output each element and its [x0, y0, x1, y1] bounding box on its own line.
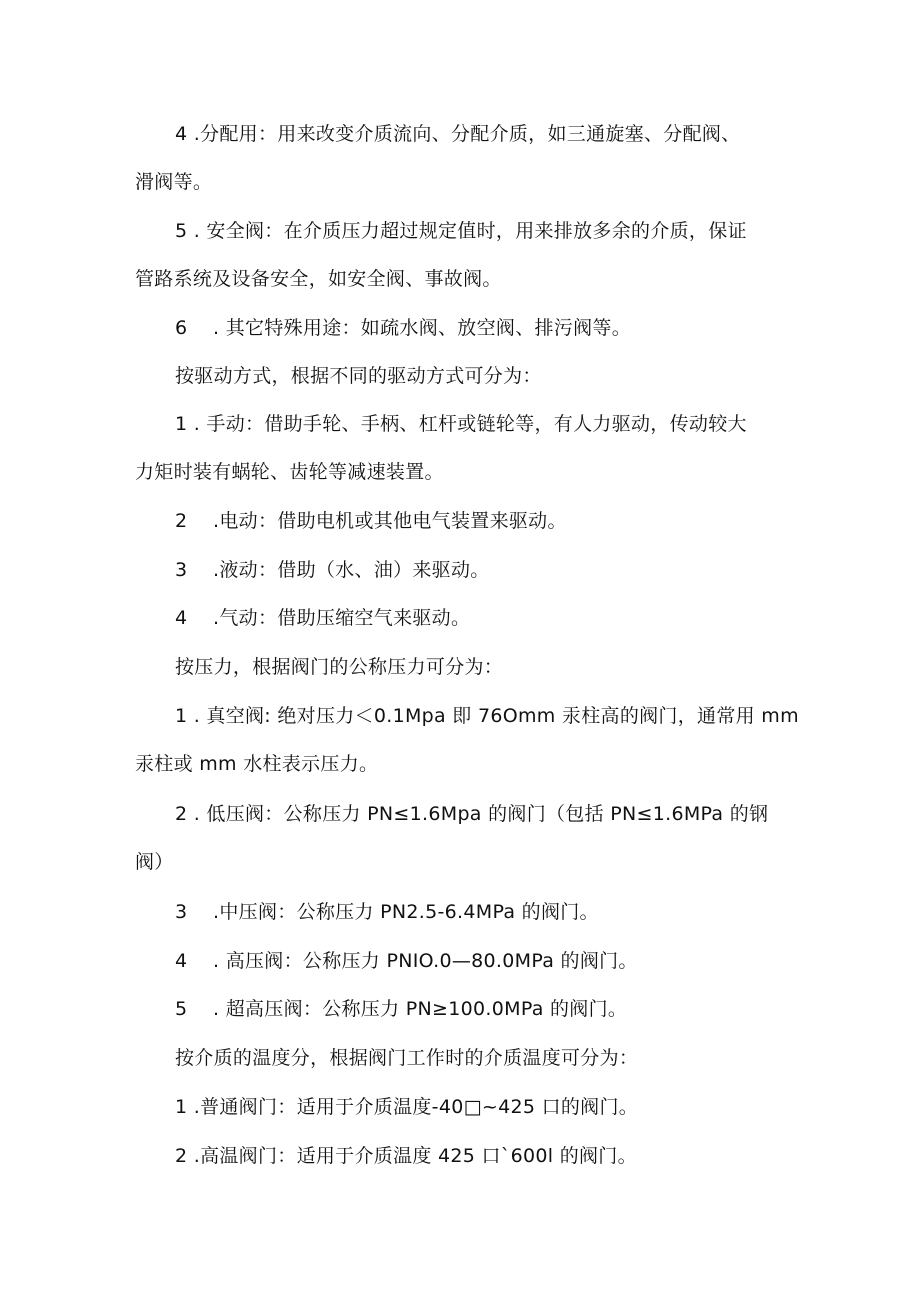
text-line: 2 . 低压阀：公称压力 PN≤1.6Mpa 的阀门（包括 PN≤1.6MPa 的钢	[175, 803, 769, 825]
paragraph-hydraulic-drive	[135, 546, 795, 594]
text-line: 按驱动方式，根据不同的驱动方式可分为：	[175, 365, 542, 387]
text-line: 力矩时装有蜗轮、齿轮等减速装置。	[135, 461, 444, 483]
text-line: 5 . 超高压阀：公称压力 PN≥100.0MPa 的阀门。	[175, 998, 628, 1020]
text-line: 4 .分配用：用来改变介质流向、分配介质，如三通旋塞、分配阀、	[175, 123, 741, 145]
text-line: 管路系统及设备安全，如安全阀、事故阀。	[135, 268, 502, 290]
text-line: 3 .中压阀：公称压力 PN2.5-6.4MPa 的阀门。	[175, 901, 599, 923]
paragraph-pneumatic-drive	[135, 594, 795, 642]
paragraph-distribution-valve	[135, 110, 795, 206]
text-line: 汞柱或 mm 水柱表示压力。	[135, 753, 379, 775]
paragraph-manual-drive	[135, 400, 795, 496]
text-line: 2 .高温阀门：适用于介质温度 425 口`600l 的阀门。	[175, 1145, 637, 1167]
paragraph-vacuum-valve	[135, 692, 799, 788]
text-line: 6 . 其它特殊用途：如疏水阀、放空阀、排污阀等。	[175, 317, 632, 339]
text-line: 1 . 手动：借助手轮、手柄、杠杆或链轮等，有人力驱动，传动较大	[175, 413, 747, 435]
text-line: 按压力，根据阀门的公称压力可分为：	[175, 656, 504, 678]
paragraph-medium-pressure-valve	[135, 888, 795, 936]
paragraph-special-use	[135, 304, 795, 352]
text-line: 4 . 高压阀：公称压力 PNIO.0—80.0MPa 的阀门。	[175, 950, 638, 972]
text-line: 4 .气动：借助压缩空气来驱动。	[175, 607, 471, 629]
text-line: 滑阀等。	[135, 171, 213, 193]
paragraph-ultra-high-pressure-valve	[135, 985, 795, 1033]
paragraph-drive-heading	[135, 352, 795, 400]
paragraph-high-temperature-valve	[135, 1132, 795, 1180]
text-line: 5 . 安全阀：在介质压力超过规定值时，用来排放多余的介质，保证	[175, 220, 747, 242]
paragraph-temperature-heading	[135, 1034, 795, 1082]
paragraph-electric-drive	[135, 497, 795, 545]
text-line: 1 .普通阀门：适用于介质温度-40□~425 口的阀门。	[175, 1096, 639, 1118]
paragraph-low-pressure-valve	[135, 790, 795, 886]
text-line: 按介质的温度分，根据阀门工作时的介质温度可分为：	[175, 1047, 639, 1069]
paragraph-pressure-heading	[135, 643, 795, 691]
text-line: 1 . 真空阀: 绝对压力＜0.1Mpa 即 76Omm 汞柱高的阀门，通常用 mm	[175, 705, 799, 727]
paragraph-normal-valve	[135, 1083, 795, 1131]
text-line: 阀）	[135, 851, 174, 873]
paragraph-high-pressure-valve	[135, 937, 795, 985]
paragraph-safety-valve	[135, 207, 795, 303]
text-line: 3 .液动：借助（水、油）来驱动。	[175, 559, 490, 581]
text-line: 2 .电动：借助电机或其他电气装置来驱动。	[175, 510, 567, 532]
